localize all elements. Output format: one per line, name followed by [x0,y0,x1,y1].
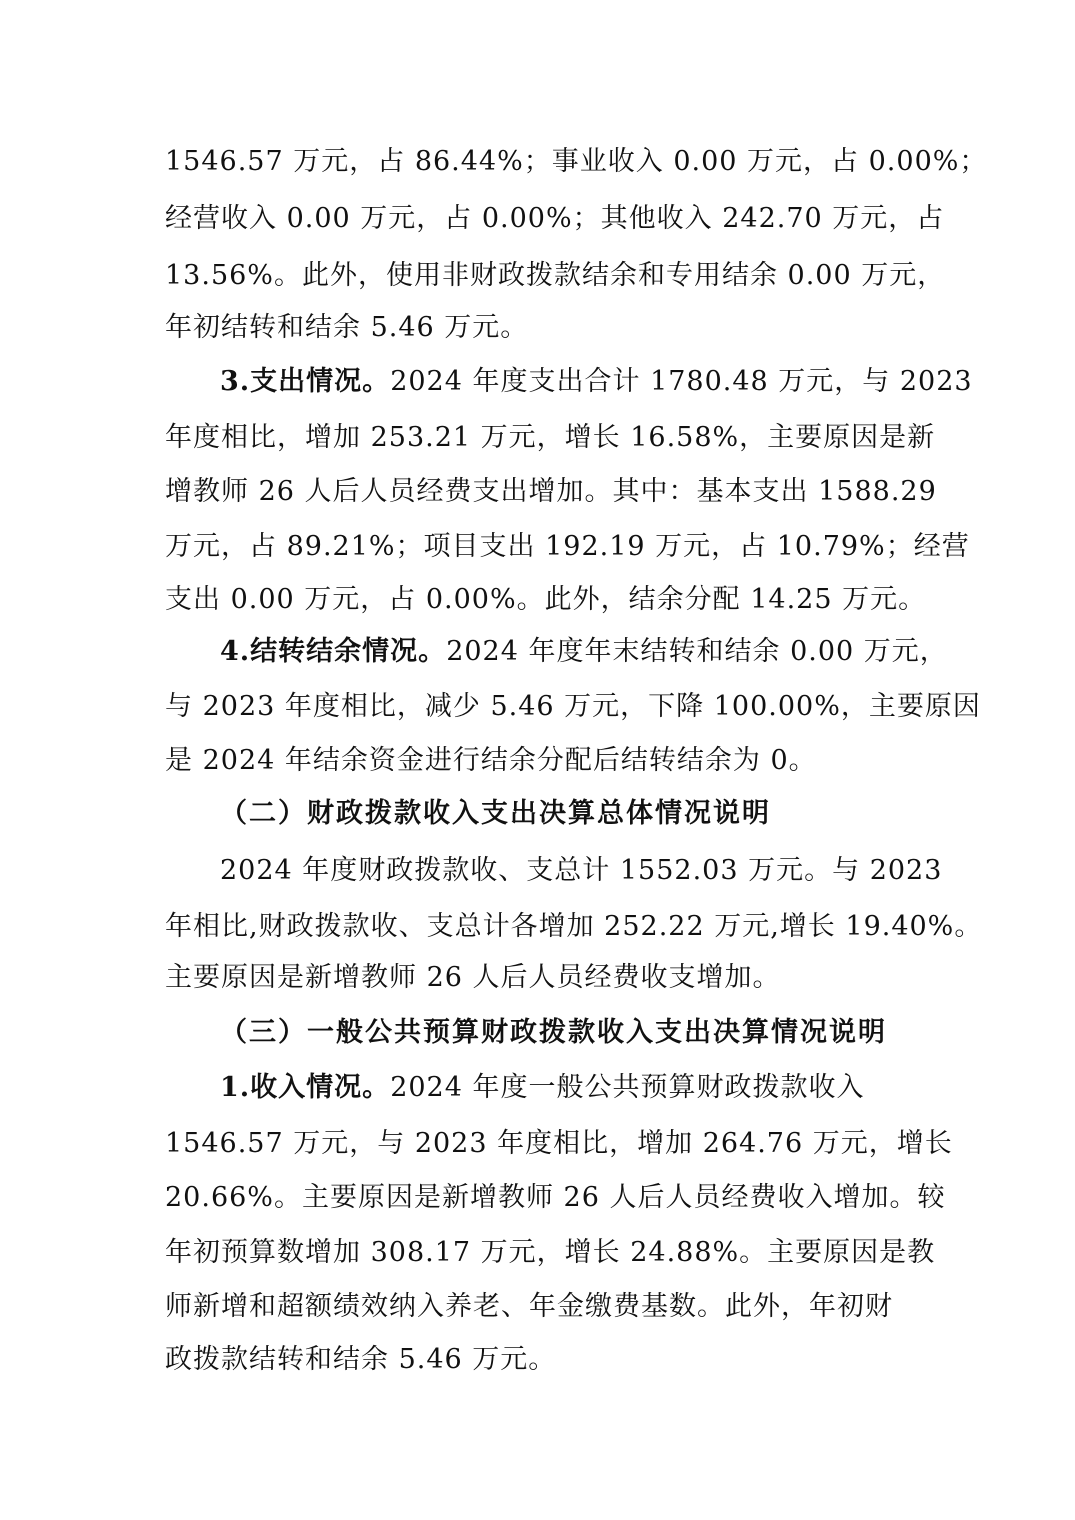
body-text-line: 主要原因是新增教师 26 人后人员经费收支增加。 [165,962,781,993]
expenditure-title: 3.支出情况。 [220,366,391,397]
carryover-first-line-text: 2024 年度年末结转和结余 0.00 万元， [446,636,948,667]
body-text-line: 年初预算数增加 308.17 万元，增长 24.88%。主要原因是教 [165,1237,936,1268]
carryover-title: 4.结转结余情况。 [220,636,447,667]
body-text-line: 是 2024 年结余资金进行结余分配后结转结余为 0。 [165,745,817,776]
body-text-line: 1546.57 万元，占 86.44%；事业收入 0.00 万元，占 0.00%； [165,146,988,177]
body-text-line: 与 2023 年度相比，减少 5.46 万元，下降 100.00%，主要原因 [165,691,981,722]
section-three-heading: （三）一般公共预算财政拨款收入支出决算情况说明 [220,1017,887,1048]
body-text-line: 年相比,财政拨款收、支总计各增加 252.22 万元,增长 19.40%。 [165,911,983,942]
body-text-line: 年初结转和结余 5.46 万元。 [165,312,529,343]
body-text-line: 年度相比，增加 253.21 万元，增长 16.58%，主要原因是新 [165,422,936,453]
income-title: 1.收入情况。 [220,1072,391,1103]
expenditure-paragraph-first-line [220,362,973,402]
body-text-line: 政拨款结转和结余 5.46 万元。 [165,1344,557,1375]
body-text-line: 师新增和超额绩效纳入养老、年金缴费基数。此外，年初财 [165,1291,893,1322]
body-text-line: 2024 年度财政拨款收、支总计 1552.03 万元。与 2023 [220,855,943,886]
body-text-line: 1546.57 万元，与 2023 年度相比，增加 264.76 万元，增长 [165,1128,953,1159]
carryover-paragraph-first-line [220,632,948,672]
section-two-heading: （二）财政拨款收入支出决算总体情况说明 [220,798,771,829]
body-text-line: 万元，占 89.21%；项目支出 192.19 万元，占 10.79%；经营 [165,531,970,562]
income-paragraph-first-line [220,1068,864,1108]
body-text-line: 20.66%。主要原因是新增教师 26 人后人员经费收入增加。较 [165,1182,946,1213]
body-text-line: 13.56%。此外，使用非财政拨款结余和专用结余 0.00 万元， [165,260,946,291]
expenditure-first-line-text: 2024 年度支出合计 1780.48 万元，与 2023 [390,366,973,397]
body-text-line: 经营收入 0.00 万元，占 0.00%；其他收入 242.70 万元，占 [165,203,945,234]
body-text-line: 支出 0.00 万元，占 0.00%。此外，结余分配 14.25 万元。 [165,584,927,615]
body-text-line: 增教师 26 人后人员经费支出增加。其中：基本支出 1588.29 [165,476,937,507]
income-first-line-text: 2024 年度一般公共预算财政拨款收入 [390,1072,865,1103]
